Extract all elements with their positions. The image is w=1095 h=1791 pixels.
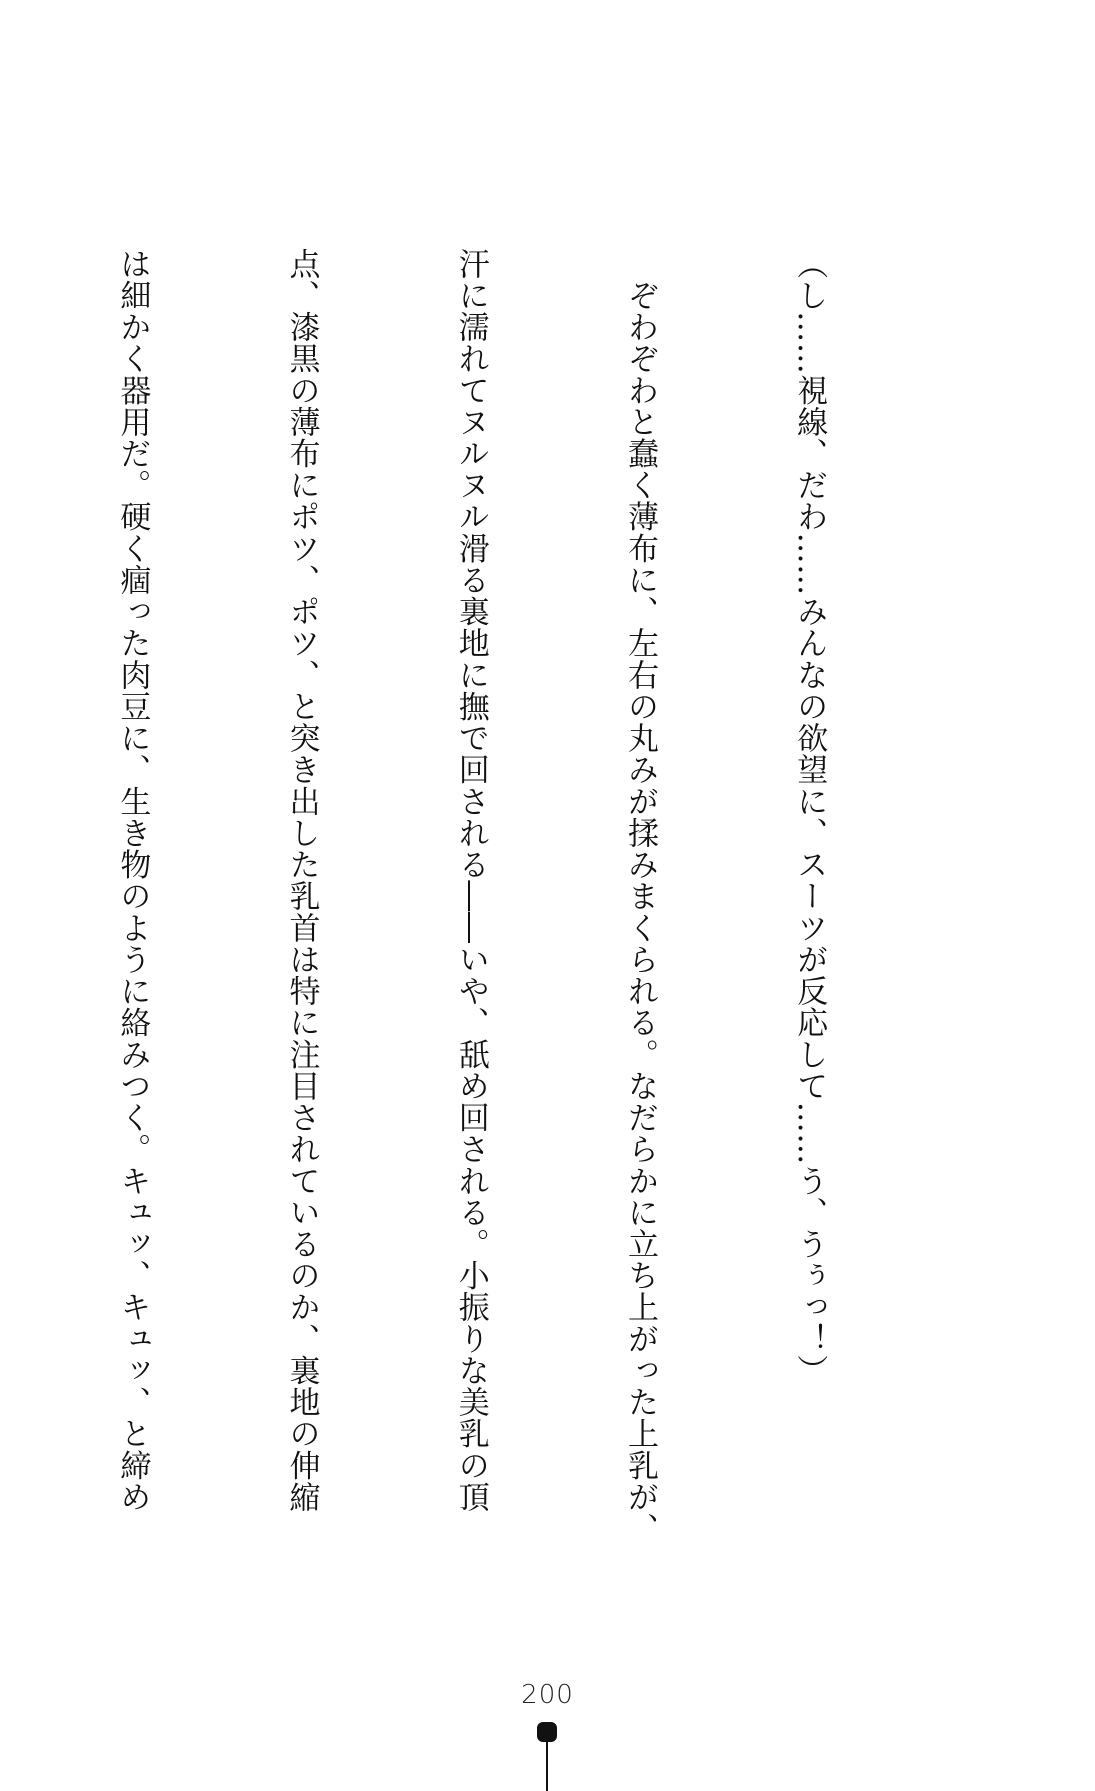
text-line: 汗に濡れてヌルヌル滑る裏地に撫で回される――いや、舐め回される。小振りな美乳の頂 <box>452 248 489 1513</box>
text-line: ぞわぞわと蠢く薄布に、左右の丸みが揉みまくられる。なだらかに立ち上がった上乳が、 <box>621 248 658 1545</box>
page-number: 200 <box>521 1680 574 1710</box>
vertical-text-block <box>114 248 950 1545</box>
footer-dot-ornament <box>537 1722 557 1742</box>
text-line: 点、漆黒の薄布にポツ、ポツ、と突き出した乳首は特に注目されているのか、裏地の伸縮 <box>283 248 320 1513</box>
text-line: （し……視線、だわ……みんなの欲望に、スーツが反応して……う、うぅっ！） <box>791 248 828 1387</box>
footer-rule <box>546 1742 548 1791</box>
page-footer <box>0 1680 1095 1791</box>
text-line: は細かく器用だ。硬く痼った肉豆に、生き物のように絡みつく。キュッ、キュッ、と締め <box>114 248 151 1513</box>
